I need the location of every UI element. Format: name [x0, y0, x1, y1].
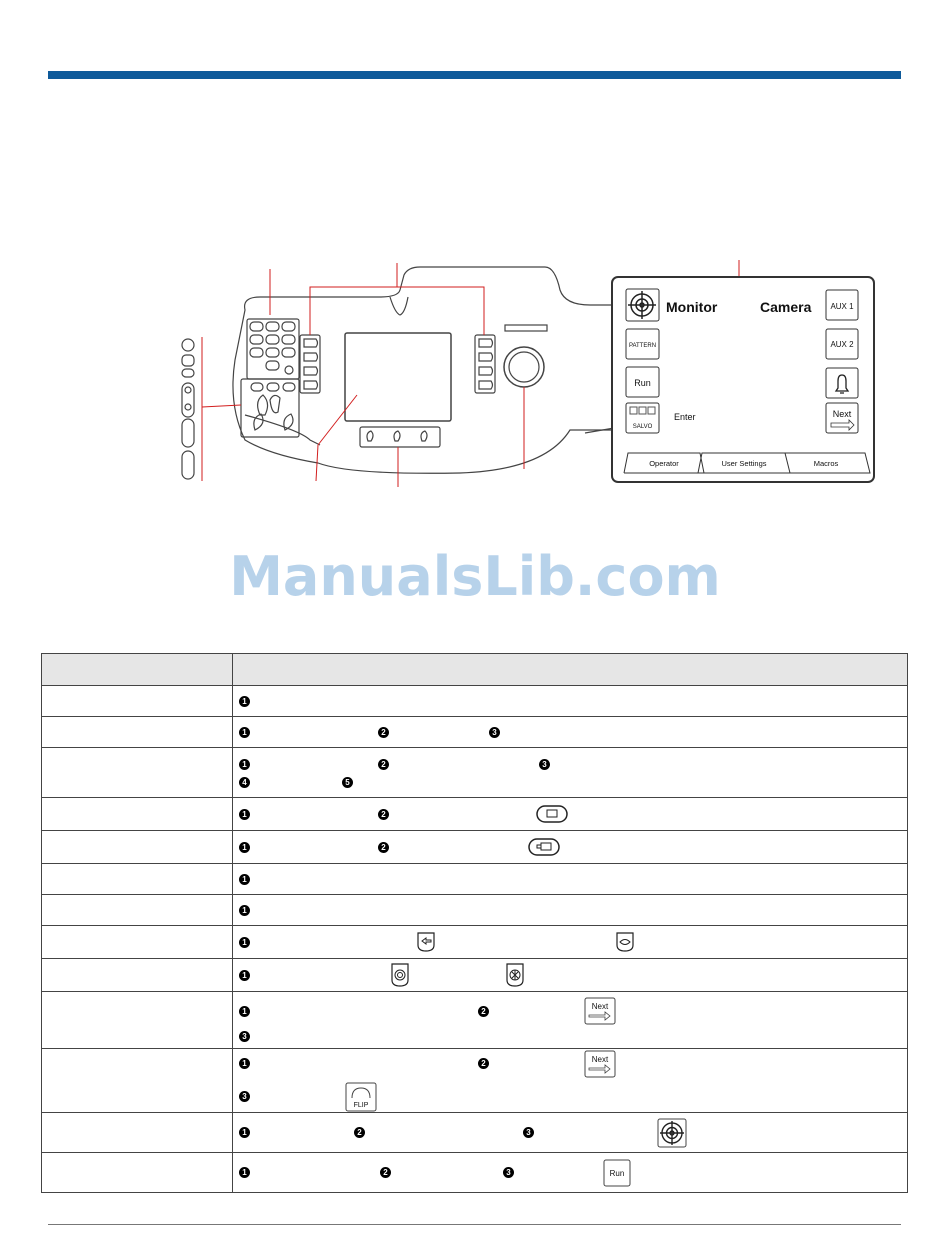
screen-monitor-title: Monitor	[666, 299, 718, 315]
screen-camera-title: Camera	[760, 299, 812, 315]
monitor-target-icon	[657, 1118, 687, 1148]
table-row: 1 2	[42, 798, 908, 831]
table-row: 1 2 3	[42, 1113, 908, 1153]
table-header-row	[42, 654, 908, 686]
step-1-bullet: 1	[239, 696, 250, 707]
next-button-icon	[584, 997, 616, 1025]
table-header-cell	[42, 654, 233, 686]
tab-macros: Macros	[813, 459, 839, 468]
table-row: 1	[42, 926, 908, 959]
table-row: 1 2 3	[42, 717, 908, 748]
tab-user-settings: User Settings	[721, 459, 767, 468]
svg-text:AUX 2: AUX 2	[830, 340, 854, 349]
svg-text:FLIP: FLIP	[353, 1101, 369, 1109]
table-row: 1 2 Next 3	[42, 992, 908, 1049]
svg-text:Next: Next	[832, 409, 852, 419]
table-row: 1	[42, 895, 908, 926]
table-row: 1 2	[42, 831, 908, 864]
svg-text:Run: Run	[610, 1168, 625, 1178]
svg-text:SALVO: SALVO	[632, 424, 653, 430]
watermark: ManualsLib.com	[229, 545, 721, 608]
table-row: 1	[42, 864, 908, 895]
footer-rule	[48, 1224, 901, 1225]
keyboard-lcd-screen	[345, 333, 451, 421]
enter-label: Enter	[674, 412, 696, 422]
header-accent-bar	[48, 71, 901, 79]
next-button-icon	[584, 1050, 616, 1078]
monitor-key-icon	[536, 804, 568, 824]
touch-screen-panel	[612, 277, 874, 482]
svg-text:Next: Next	[592, 1054, 609, 1064]
svg-text:Next: Next	[592, 1002, 609, 1011]
table-row: 1	[42, 959, 908, 992]
svg-text:AUX 1: AUX 1	[830, 302, 854, 311]
tab-operator: Operator	[649, 459, 679, 468]
keypad-keys	[250, 322, 295, 374]
table-header-cell	[233, 654, 908, 686]
focus-near-key-icon	[389, 962, 411, 988]
iris-close-key-icon	[415, 931, 437, 953]
svg-text:Run: Run	[634, 378, 651, 388]
table-row	[42, 686, 908, 717]
camera-key-icon	[528, 837, 560, 857]
flip-button-icon	[345, 1082, 377, 1112]
quick-reference-table	[41, 653, 908, 1193]
run-button-icon	[603, 1159, 631, 1187]
svg-text:PATTERN: PATTERN	[628, 343, 657, 349]
focus-far-key-icon	[504, 962, 526, 988]
table-row: 1 2 Next 3 FLIP	[42, 1049, 908, 1113]
joystick	[504, 347, 544, 387]
side-key-strip	[182, 339, 194, 479]
table-row: 1 2 3 Run	[42, 1153, 908, 1193]
iris-open-key-icon	[614, 931, 636, 953]
table-row: 1 2 3 4 5	[42, 748, 908, 798]
keyboard-diagram	[150, 255, 890, 495]
